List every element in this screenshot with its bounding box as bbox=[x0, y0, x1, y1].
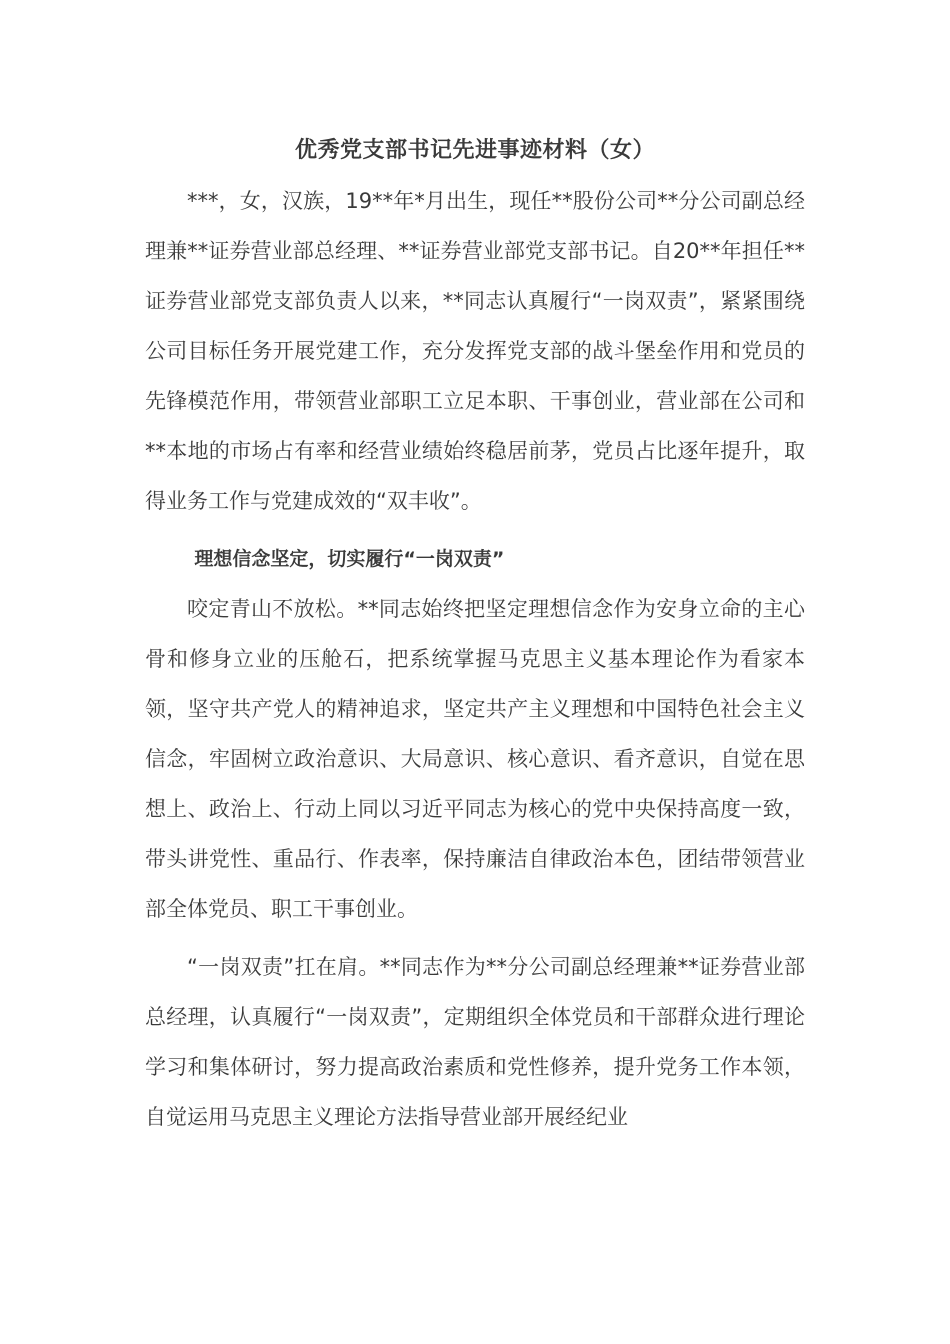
document-body bbox=[145, 127, 805, 1142]
section-paragraph-1: 咬定青山不放松。**同志始终把坚定理想信念作为安身立命的主心骨和修身立业的压舱石，把系统掌握马克思主义基本理论作为看家本领，坚守共产党人的精神追求，坚定共产主义理想和中国特色社会主义信念，牢固树立政治意识、大局意识、核心意识、看齐意识，自觉在思想上、政治上、行动上同以习近平同志为核心的党中央保持高度一致，带头讲党性、重品行、作表率，保持廉洁自律政治本色，团结带领营业部全体党员、职工干事创业。 bbox=[145, 597, 805, 921]
section-heading: 理想信念坚定，切实履行“一岗双责” bbox=[194, 548, 505, 570]
section-paragraph-2: “一岗双责”扛在肩。**同志作为**分公司副总经理兼**证券营业部总经理，认真履行“一岗双责”，定期组织全体党员和干部群众进行理论学习和集体研讨，努力提高政治素质和党性修养，提升党务工作本领，自觉运用马克思主义理论方法指导营业部开展经纪业 bbox=[145, 955, 805, 1129]
intro-paragraph: ***，女，汉族，19**年*月出生，现任**股份公司**分公司副总经理兼**证券营业部总经理、**证券营业部党支部书记。自20**年担任**证券营业部党支部负责人以来，**同志认真履行“一岗双责”，紧紧围绕公司目标任务开展党建工作，充分发挥党支部的战斗堡垒作用和党员的先锋模范作用，带领营业部职工立足本职、干事创业，营业部在公司和**本地的市场占有率和经营业绩始终稳居前茅，党员占比逐年提升，取得业务工作与党建成效的“双丰收”。 bbox=[145, 189, 805, 513]
document-title: 优秀党支部书记先进事迹材料（女） bbox=[294, 138, 655, 163]
